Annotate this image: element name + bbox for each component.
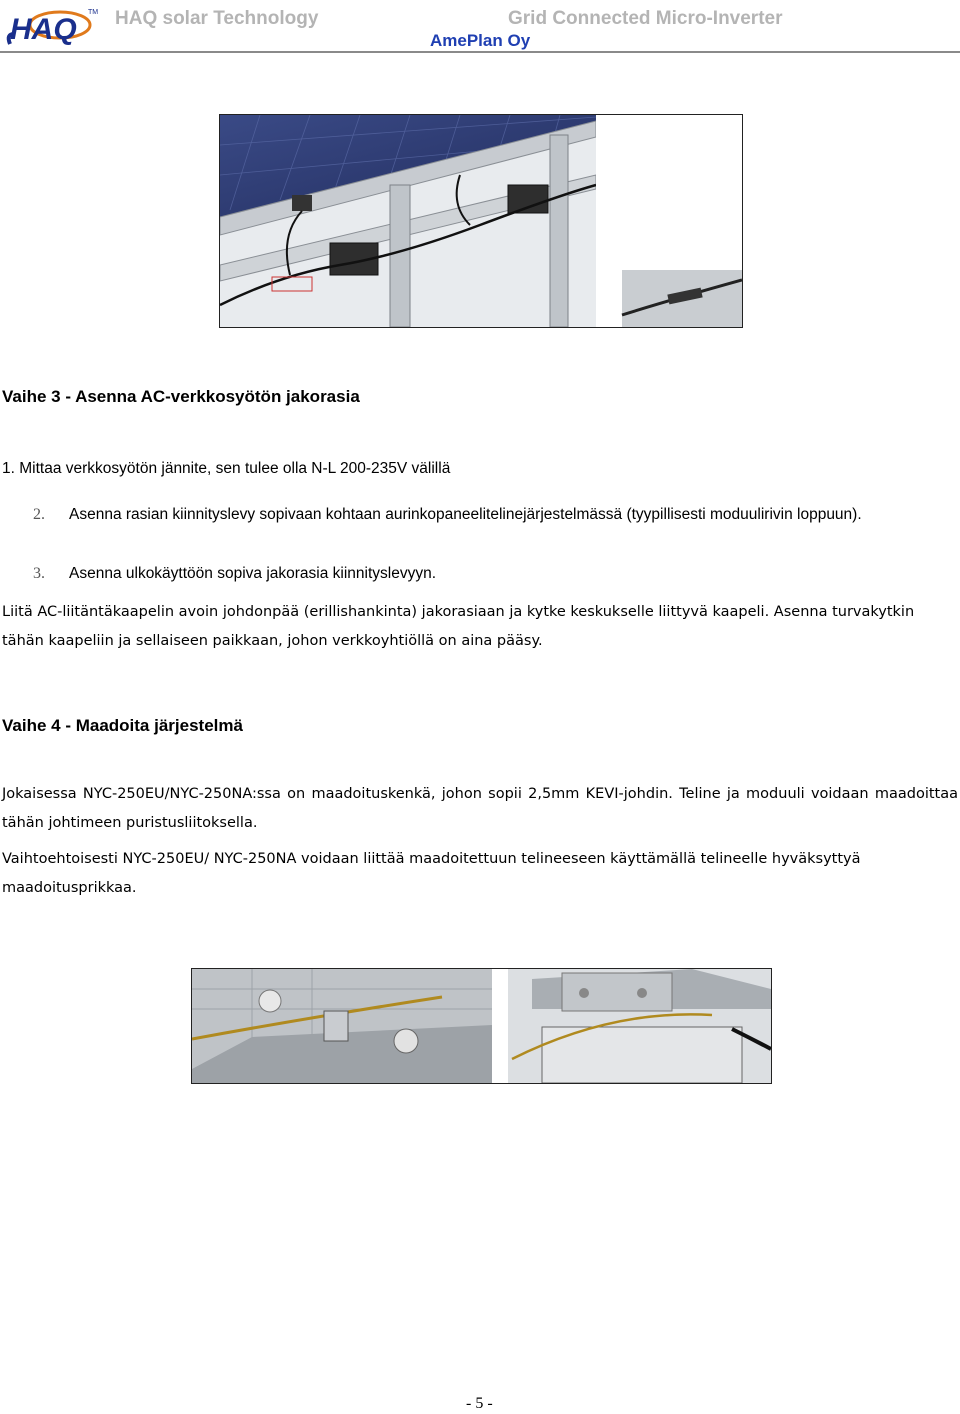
grounding-illustration <box>192 969 771 1083</box>
rail-post <box>390 185 410 327</box>
racking-illustration <box>220 115 742 327</box>
ground-lug <box>324 1011 348 1041</box>
step3-item-2: Asenna rasian kiinnityslevy sopivaan kohtaan aurinkopaneelitelinejärjestelmässä (tyypillisesti moduulirivin loppuun). <box>69 506 862 523</box>
bracket <box>562 973 672 1011</box>
screw <box>394 1029 418 1053</box>
logo-wordmark: HAQ <box>10 13 77 46</box>
step4-heading: Vaihe 4 - Maadoita järjestelmä <box>2 716 243 735</box>
haq-logo <box>4 4 100 50</box>
header-product: Grid Connected Micro-Inverter <box>508 8 783 29</box>
step3-heading: Vaihe 3 - Asenna AC-verkkosyötön jakorasia <box>2 387 360 406</box>
junction-box <box>292 195 312 211</box>
header-company: HAQ solar Technology <box>115 8 319 29</box>
header-publisher: AmePlan Oy <box>430 31 531 50</box>
washer <box>259 990 281 1012</box>
step3-item-3-number: 3. <box>33 565 45 582</box>
step3-item-1: 1. Mittaa verkkosyötön jännite, sen tulee olla N-L 200-235V välillä <box>2 460 451 477</box>
step3-item-2-number: 2. <box>33 506 45 523</box>
step3-paragraph: Liitä AC-liitäntäkaapelin avoin johdonpää (erillishankinta) jakorasiaan ja kytke keskukselle liittyvä kaapeli. Asenna turvakytkin tähän kaapeliin ja sellaiseen paikkaan, johon verkkoyhtiöllä on aina pääsy. <box>2 604 915 649</box>
step4-paragraph-1: Jokaisessa NYC-250EU/NYC-250NA:ssa on maadoituskenkä, johon sopii 2,5mm KEVI-johdin. Teline ja moduuli voidaan maadoittaa tähän johtimeen puristusliitoksella. <box>2 786 958 831</box>
micro-inverter <box>542 1027 742 1083</box>
step3-item-3: Asenna ulkokäyttöön sopiva jakorasia kiinnityslevyyn. <box>69 565 437 582</box>
step4-paragraph-2: Vaihtoehtoisesti NYC-250EU/ NYC-250NA voidaan liittää maadoitettuun telineeseen käyttämällä telineelle hyväksyttyä maadoitusprikkaa. <box>2 851 861 896</box>
header-divider <box>0 51 960 53</box>
micro-inverter <box>508 185 548 213</box>
rail-post <box>550 135 568 327</box>
figure-microinverter-racking <box>219 114 743 328</box>
page-number: - 5 - <box>466 1395 493 1412</box>
figure-grounding-lug <box>191 968 772 1084</box>
logo-tm: TM <box>88 9 99 16</box>
